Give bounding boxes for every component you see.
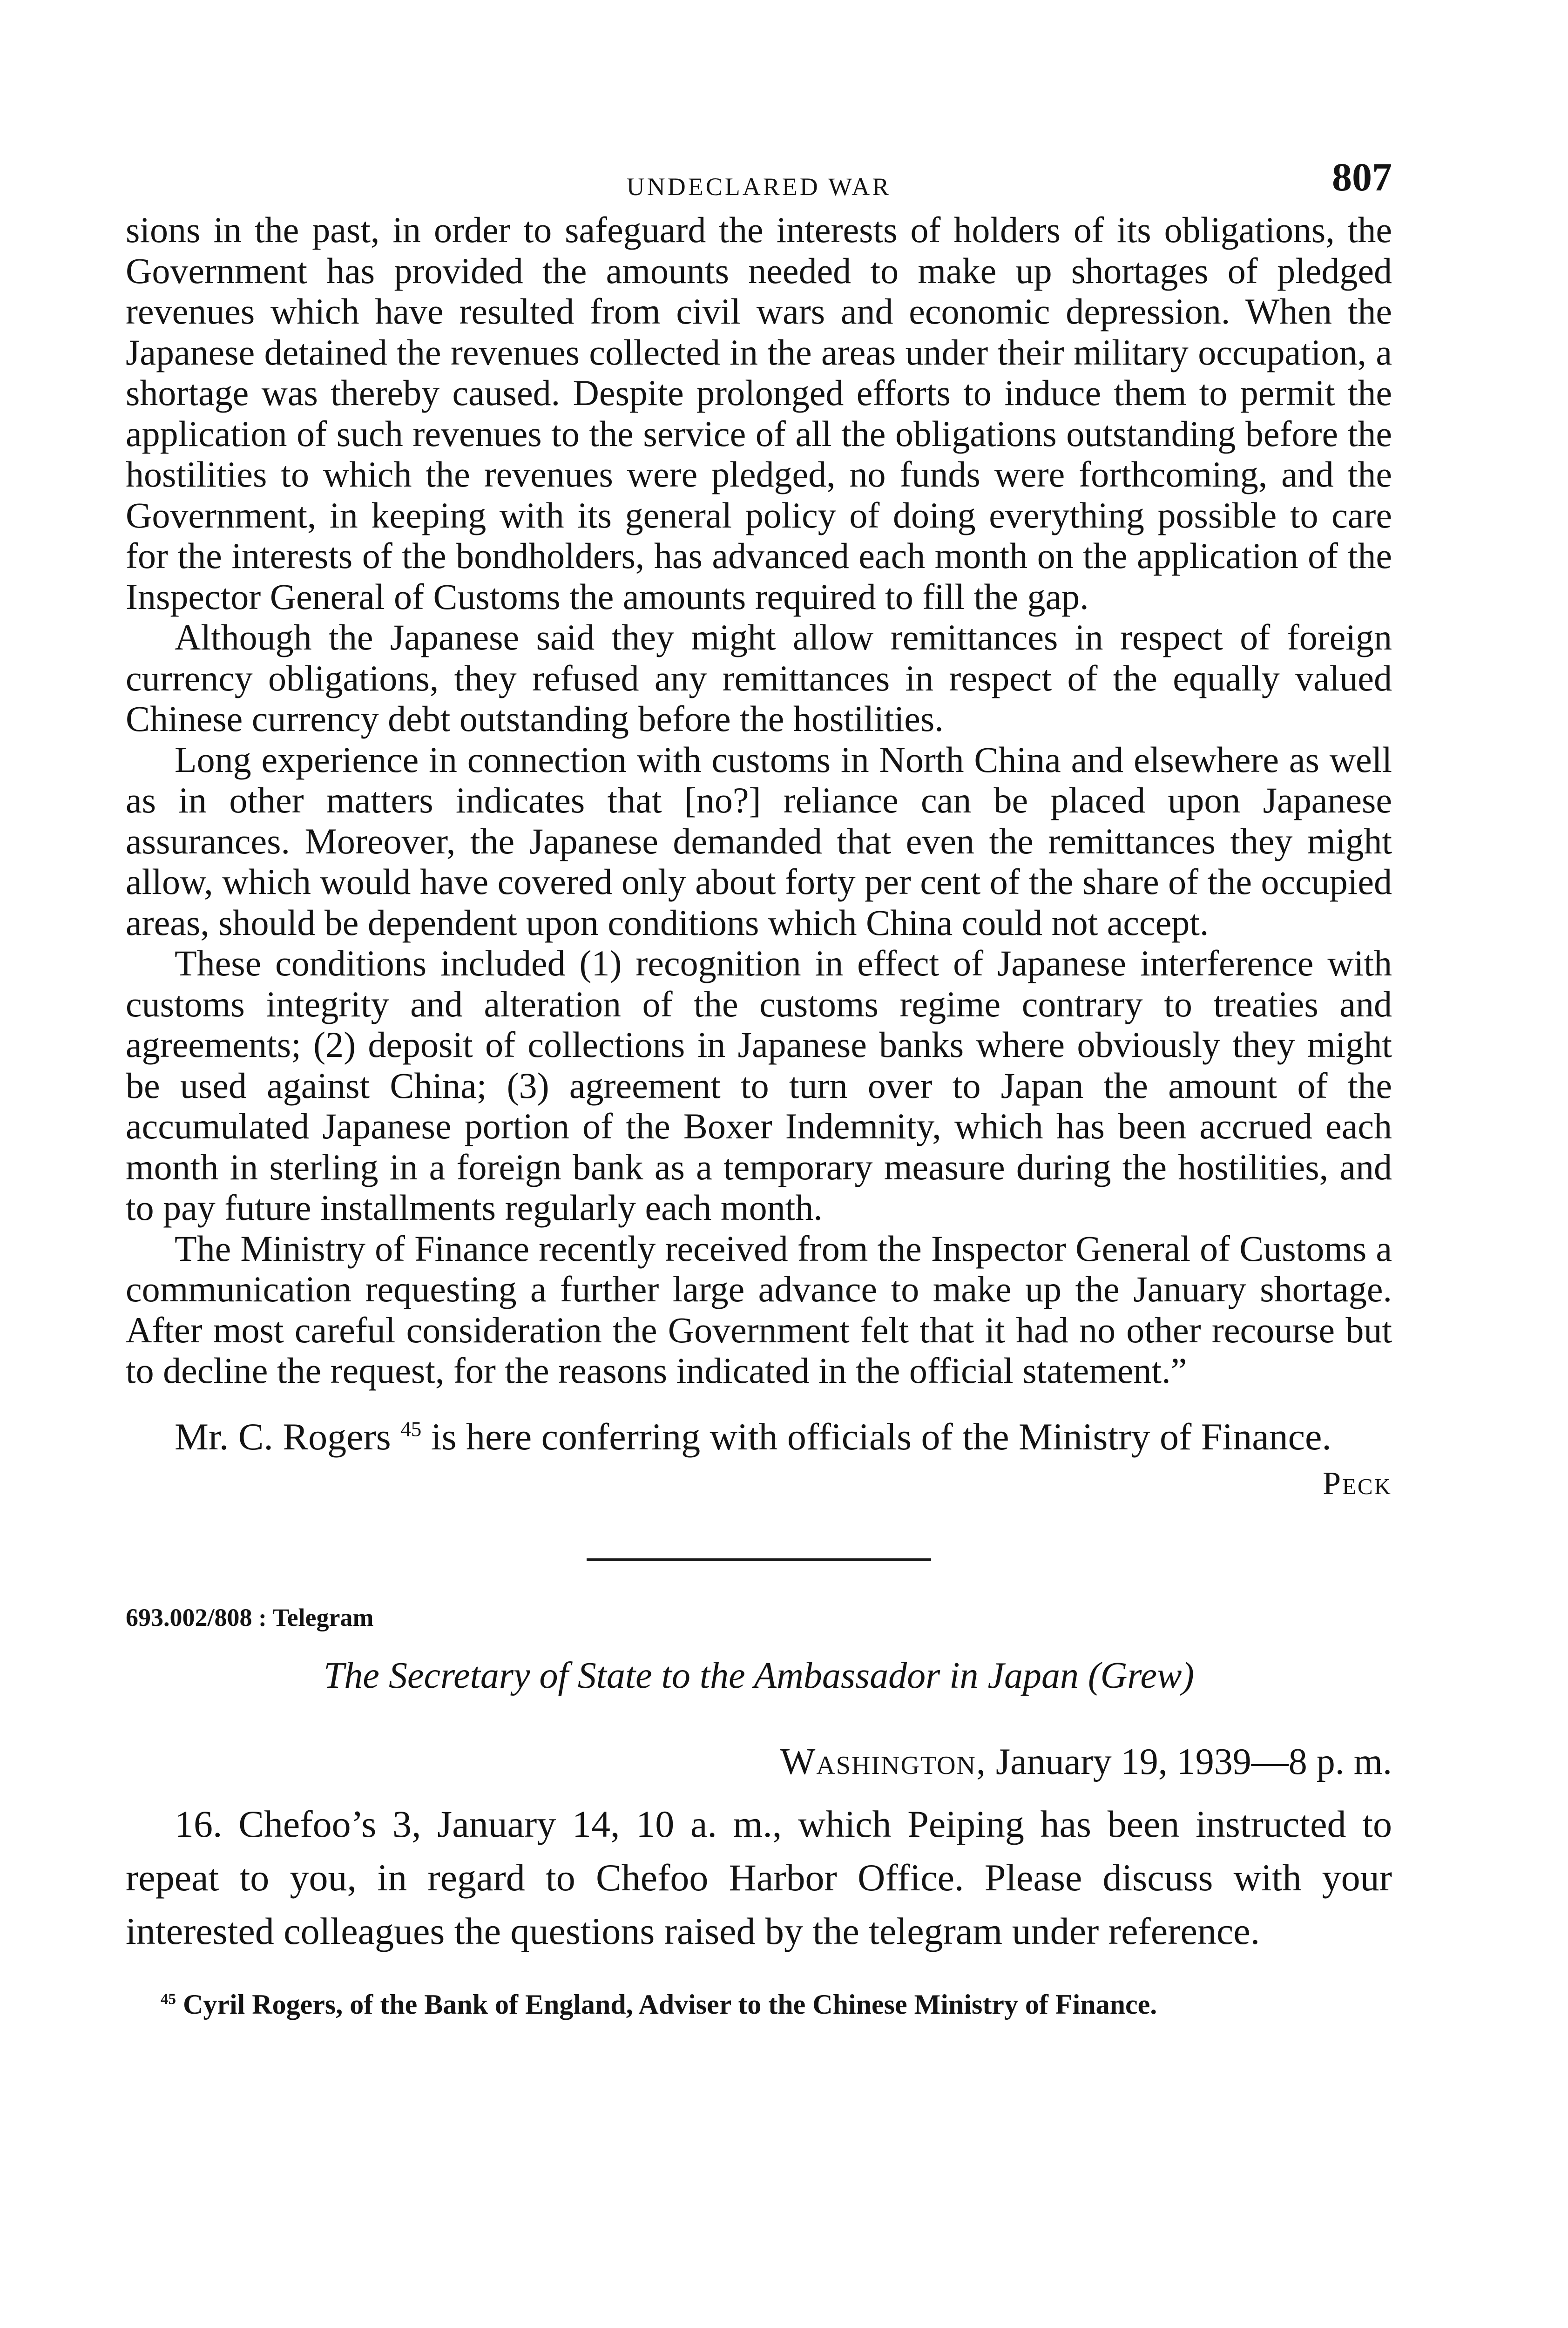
section-divider <box>587 1558 931 1561</box>
paragraph: Long experience in connection with customs in North China and elsewhere as well as in other matters indicates that [no?] reliance can be placed upon Japanese assurances. Moreover, the Japanese demanded that even the remittances they might allow, which would have covered only about forty per cent of the share of the occupied areas, should be dependent upon conditions which China could not accept. <box>126 739 1392 943</box>
dateline-time: January 19, 1939—8 p. m. <box>986 1741 1392 1782</box>
page-number: 807 <box>1332 155 1392 199</box>
paragraph: The Ministry of Finance recently received from the Inspector General of Customs a communication requesting a further large advance to make up the January shortage. After most careful consideration the Government felt that it had no other recourse but to decline the request, for the reasons indicated in the official statement.” <box>126 1228 1392 1391</box>
closing-section <box>126 1410 1392 1502</box>
paragraph: These conditions included (1) recognition in effect of Japanese interference with customs integrity and alteration of the customs regime contrary to treaties and agreements; (2) deposit of collections in Japanese banks where obviously they might be used against China; (3) agreement to turn over to Japan the amount of the accumulated Japanese portion of the Boxer Indemnity, which has been accrued each month in sterling in a foreign bank as a temporary measure during the hostilities, and to pay future installments regularly each month. <box>126 943 1392 1228</box>
paragraph: Although the Japanese said they might allow remittances in respect of foreign currency obligations, they refused any remittances in respect of the equally valued Chinese currency debt outstanding before the hostilities. <box>126 617 1392 739</box>
running-head <box>126 154 1392 210</box>
footnote <box>126 1986 1392 2023</box>
closing-text-end: is here conferring with officials of the Ministry of Finance. <box>421 1415 1331 1458</box>
dateline <box>126 1741 1392 1783</box>
telegram-body <box>126 1797 1392 1958</box>
page <box>126 154 1392 2328</box>
footnote-number: 45 <box>161 1990 176 2008</box>
dateline-place: Washington, <box>780 1741 987 1782</box>
telegram-text: 16. Chefoo’s 3, January 14, 10 a. m., which Peiping has been instructed to repeat to you, in regard to Chefoo Harbor Office. Please discuss with your interested colleagues the questions raised by the telegram under reference. <box>126 1802 1392 1952</box>
closing-text-start: Mr. C. Rogers <box>175 1415 391 1458</box>
closing-paragraph <box>126 1410 1392 1463</box>
document-title: The Secretary of State to the Ambassador in Japan (Grew) <box>323 1655 1195 1696</box>
footnote-marker: 45 <box>400 1417 422 1441</box>
signature: Peck <box>1323 1465 1392 1502</box>
running-title: UNDECLARED WAR <box>626 173 892 201</box>
telegram-document <box>126 1603 1392 1958</box>
paragraph: sions in the past, in order to safeguard the interests of holders of its obligations, the Government has provided the amounts needed to make up shortages of pledged revenues which have resulted from civil wars and economic depression. When the Japanese detained the revenues collected in the areas under their military occupation, a shortage was thereby caused. Despite prolonged efforts to induce them to permit the application of such revenues to the service of all the obligations outstanding before the hostilities to which the revenues were pledged, no funds were forthcoming, and the Government, in keeping with its general policy of doing everything possible to care for the interests of the bondholders, has advanced each month on the application of the Inspector General of Customs the amounts required to fill the gap. <box>126 210 1392 617</box>
footnote-text: Cyril Rogers, of the Bank of England, Adviser to the Chinese Ministry of Finance. <box>183 1989 1157 2020</box>
quoted-statement <box>126 210 1392 1391</box>
file-reference: 693.002/808 : Telegram <box>126 1603 374 1631</box>
